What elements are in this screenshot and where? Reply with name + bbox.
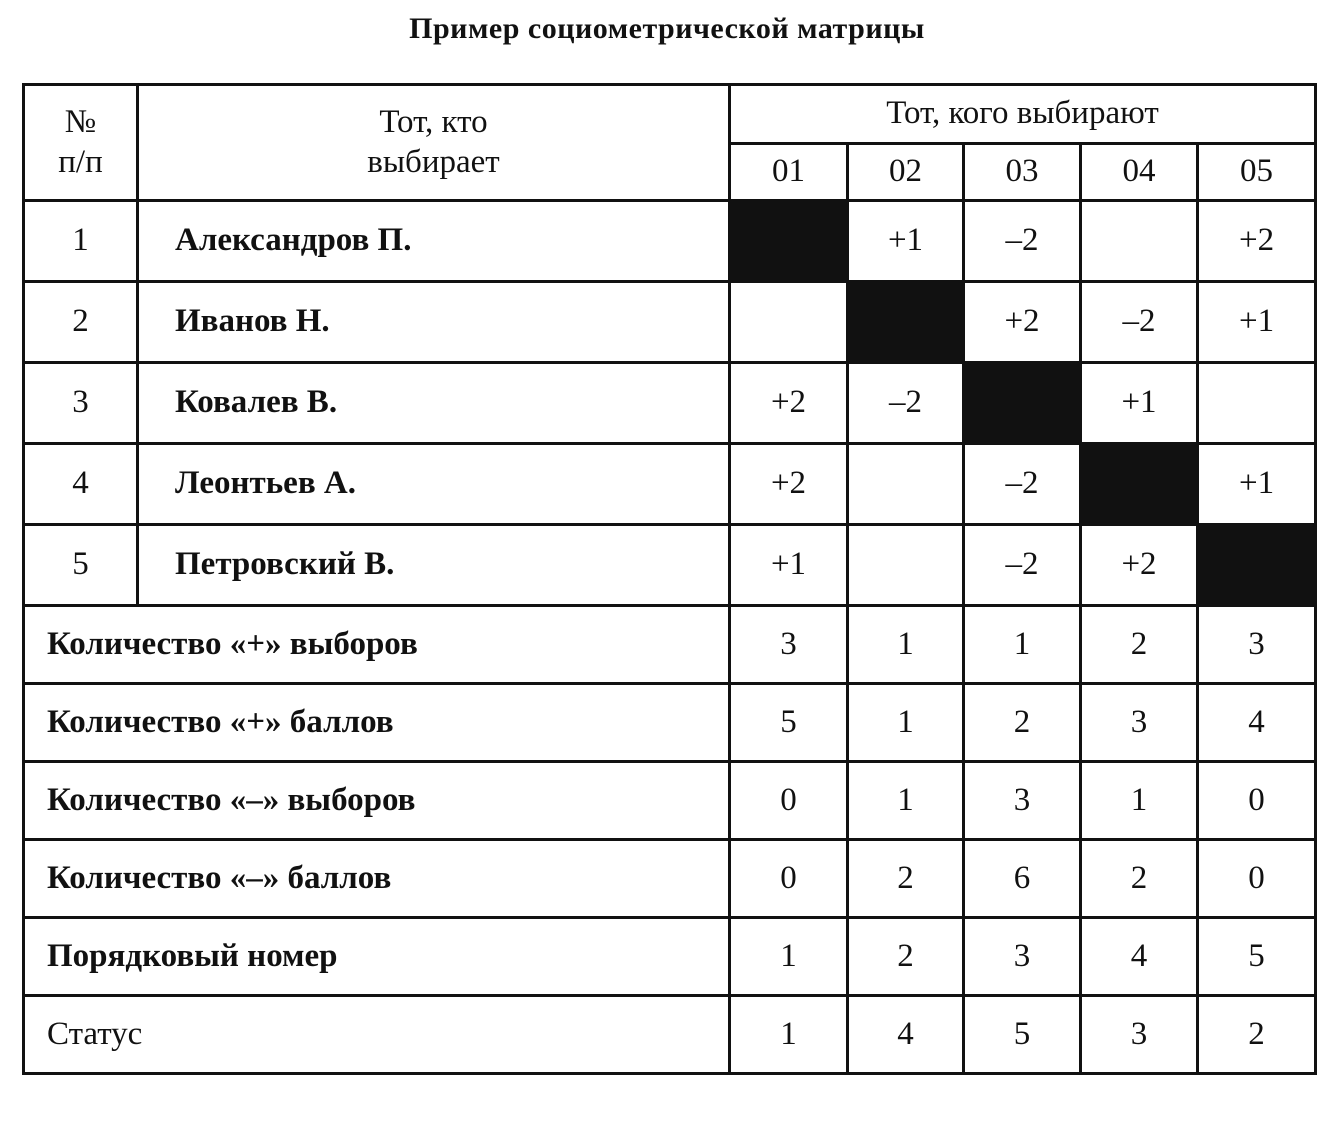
summary-value: 1 [848,606,964,684]
person-name: Ковалев В. [138,363,730,444]
matrix-cell: +1 [1081,363,1198,444]
summary-value: 5 [964,996,1081,1074]
summary-row-ordinal [24,918,1316,996]
chooser-header-line2: выбирает [367,143,500,180]
matrix-cell: +1 [730,525,848,606]
summary-value: 1 [1081,762,1198,840]
matrix-cell: –2 [1081,282,1198,363]
person-name: Иванов Н. [138,282,730,363]
summary-label: Порядковый номер [24,918,730,996]
person-name: Петровский В. [138,525,730,606]
person-name: Александров П. [138,201,730,282]
row-number: 4 [24,444,138,525]
summary-value: 2 [1081,840,1198,918]
summary-value: 3 [730,606,848,684]
column-code: 01 [730,144,848,201]
summary-label: Количество «–» баллов [24,840,730,918]
column-code: 03 [964,144,1081,201]
summary-value: 4 [848,996,964,1074]
summary-value: 2 [848,840,964,918]
matrix-cell: +2 [964,282,1081,363]
summary-value: 5 [1198,918,1316,996]
summary-row-plus-points [24,684,1316,762]
chooser-header-line1: Тот, кто [379,103,488,140]
column-code: 05 [1198,144,1316,201]
summary-value: 6 [964,840,1081,918]
summary-row-minus-points [24,840,1316,918]
row-number: 5 [24,525,138,606]
table-row [24,282,1316,363]
summary-value: 3 [964,762,1081,840]
summary-value: 3 [964,918,1081,996]
summary-row-status [24,996,1316,1074]
matrix-cell: +2 [1198,201,1316,282]
chosen-header-cell: Тот, кого выбирают [730,85,1316,144]
table-row [24,363,1316,444]
summary-value: 3 [1081,996,1198,1074]
summary-value: 2 [848,918,964,996]
summary-label: Количество «+» выборов [24,606,730,684]
person-name: Леонтьев А. [138,444,730,525]
summary-label: Количество «–» выборов [24,762,730,840]
matrix-cell: +2 [730,444,848,525]
row-number: 1 [24,201,138,282]
table-row [24,444,1316,525]
matrix-cell: +2 [1081,525,1198,606]
summary-value: 4 [1081,918,1198,996]
matrix-cell [730,282,848,363]
summary-value: 5 [730,684,848,762]
row-number: 3 [24,363,138,444]
chooser-header-cell [138,85,730,201]
matrix-cell: +1 [1198,282,1316,363]
matrix-cell: –2 [964,444,1081,525]
summary-value: 2 [964,684,1081,762]
matrix-cell [848,444,964,525]
summary-value: 1 [730,918,848,996]
summary-row-minus-choices [24,762,1316,840]
summary-value: 1 [730,996,848,1074]
matrix-cell [1198,363,1316,444]
table-row [24,525,1316,606]
summary-value: 0 [1198,840,1316,918]
matrix-cell: +1 [1198,444,1316,525]
summary-value: 2 [1198,996,1316,1074]
page-title: Пример социометрической матрицы [409,12,925,45]
summary-value: 2 [1081,606,1198,684]
self-choice-cell [1081,444,1198,525]
summary-value: 1 [964,606,1081,684]
summary-label: Количество «+» баллов [24,684,730,762]
header-row [24,85,1316,144]
column-code: 02 [848,144,964,201]
matrix-cell: +1 [848,201,964,282]
matrix-cell: –2 [964,525,1081,606]
summary-row-plus-choices [24,606,1316,684]
summary-value: 1 [848,684,964,762]
number-header-cell [24,85,138,201]
summary-value: 1 [848,762,964,840]
summary-value: 4 [1198,684,1316,762]
matrix-cell [848,525,964,606]
matrix-cell: –2 [848,363,964,444]
matrix-cell: –2 [964,201,1081,282]
matrix-cell [1081,201,1198,282]
self-choice-cell [1198,525,1316,606]
summary-value: 0 [730,840,848,918]
number-header-line1: № [64,103,97,140]
self-choice-cell [730,201,848,282]
summary-value: 0 [730,762,848,840]
summary-value: 3 [1198,606,1316,684]
sociometric-matrix-table [22,83,1317,1075]
summary-label: Статус [24,996,730,1074]
table-row [24,201,1316,282]
matrix-cell: +2 [730,363,848,444]
self-choice-cell [964,363,1081,444]
self-choice-cell [848,282,964,363]
column-code: 04 [1081,144,1198,201]
row-number: 2 [24,282,138,363]
summary-value: 3 [1081,684,1198,762]
summary-value: 0 [1198,762,1316,840]
number-header-line2: п/п [58,143,103,180]
